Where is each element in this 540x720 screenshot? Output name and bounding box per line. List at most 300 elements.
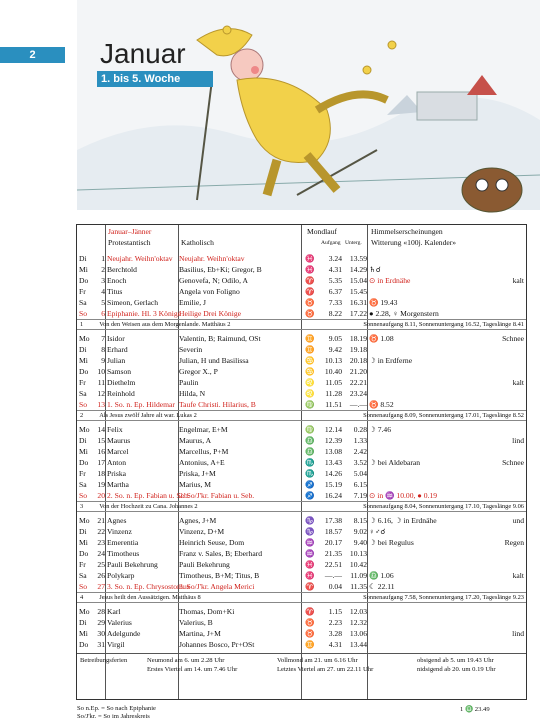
weekday: Do <box>79 367 89 376</box>
week-number: 2 <box>80 412 84 419</box>
day-number: 12 <box>97 389 105 398</box>
protestant-name: 3. So. n. Ep. Chrysostomus <box>107 582 190 591</box>
day-row <box>77 457 526 468</box>
day-number: 13 <box>97 400 105 409</box>
moon-set: 23.24 <box>349 389 367 398</box>
protestant-name: Adelgunde <box>107 629 141 638</box>
moon-rise: 13.43 <box>324 458 342 467</box>
day-date <box>79 366 105 377</box>
zodiac-icon: ♈ <box>305 582 315 591</box>
day-row <box>77 435 526 446</box>
day-number: 18 <box>97 469 105 478</box>
zodiac-icon: ♐ <box>305 480 315 489</box>
day-date <box>79 424 105 435</box>
day-date <box>79 446 105 457</box>
day-number: 6 <box>101 309 105 318</box>
moon-set: 3.52 <box>353 458 367 467</box>
protestant-name: Priska <box>107 469 126 478</box>
moon-rise: 16.24 <box>324 491 342 500</box>
day-date <box>79 308 105 319</box>
protestant-name: Maurus <box>107 436 131 445</box>
header-weather: Witterung «100j. Kalender» <box>371 238 457 247</box>
protestant-name: Agnes <box>107 516 127 525</box>
day-row <box>77 526 526 537</box>
day-row <box>77 628 526 639</box>
day-number: 30 <box>97 629 105 638</box>
weekday: So <box>79 582 88 591</box>
sky-event: ♄☌ <box>369 265 381 274</box>
moon-set: 9.02 <box>353 527 367 536</box>
page-subtitle: 1. bis 5. Woche <box>97 71 213 87</box>
moon-set: 5.04 <box>353 469 367 478</box>
weekday: Fr <box>79 287 86 296</box>
protestant-name: Julian <box>107 356 126 365</box>
weather: kalt <box>512 571 524 580</box>
week-verse <box>80 320 230 329</box>
weekday: Fr <box>79 469 86 478</box>
day-row <box>77 570 526 581</box>
protestant-name: Anton <box>107 458 126 467</box>
zodiac-icon: ♐ <box>305 491 315 500</box>
moon-rise: 18.57 <box>324 527 342 536</box>
sun-times: Sonnenaufgang 8.09, Sonnenuntergang 17.01, Tageslänge 8.52 <box>363 412 524 419</box>
day-date <box>79 388 105 399</box>
footer-descending: nidsigend ab 20. um 0.19 Uhr <box>417 666 496 673</box>
day-row <box>77 548 526 559</box>
protestant-name: Pauli Bekehrung <box>107 560 158 569</box>
day-date <box>79 581 105 592</box>
day-date <box>79 526 105 537</box>
zodiac-icon: ♉ <box>305 629 315 638</box>
catholic-name: Hilda, N <box>179 389 206 398</box>
day-number: 4 <box>101 287 105 296</box>
sky-event: ♉ 8.52 <box>369 400 394 409</box>
zodiac-icon: ♏ <box>305 469 315 478</box>
weekday: Di <box>79 436 87 445</box>
weekday: Fr <box>79 378 86 387</box>
weather: kalt <box>512 378 524 387</box>
moon-set: 15.04 <box>349 276 367 285</box>
catholic-name: Maurus, A <box>179 436 212 445</box>
sun-times: Sonnenaufgang 8.11, Sonnenuntergang 16.52, Tageslänge 8.41 <box>363 321 524 328</box>
protestant-name: Martha <box>107 480 129 489</box>
week-footer <box>77 410 526 421</box>
moon-rise: 14.26 <box>324 469 342 478</box>
zodiac-icon: ♓ <box>305 254 315 263</box>
day-number: 23 <box>97 538 105 547</box>
day-date <box>79 286 105 297</box>
catholic-name: Valentin, B; Raimund, OSt <box>179 334 261 343</box>
catholic-name: Neujahr. Weihn'oktav <box>179 254 245 263</box>
day-date <box>79 264 105 275</box>
weekday: Sa <box>79 571 87 580</box>
weekday: Mo <box>79 607 90 616</box>
moon-rise: 3.24 <box>328 254 342 263</box>
header-protestant: Protestantisch <box>108 238 151 247</box>
week-footer <box>77 501 526 512</box>
day-number: 17 <box>97 458 105 467</box>
weekday: Sa <box>79 298 87 307</box>
weekday: Mi <box>79 447 88 456</box>
moon-rise: 5.35 <box>328 276 342 285</box>
protestant-name: Felix <box>107 425 123 434</box>
day-date <box>79 344 105 355</box>
weekday: Mi <box>79 629 88 638</box>
catholic-name: 2. So/J'kr. Fabian u. Seb. <box>179 491 255 500</box>
day-number: 15 <box>97 436 105 445</box>
weekday: Mi <box>79 538 88 547</box>
day-row <box>77 253 526 264</box>
sky-event: ☽ bei Regulus <box>369 538 414 547</box>
moon-set: 10.13 <box>349 549 367 558</box>
hero-illustration <box>77 0 540 210</box>
weather: Schnee <box>502 458 524 467</box>
day-date <box>79 457 105 468</box>
day-row <box>77 446 526 457</box>
weekday: So <box>79 309 88 318</box>
day-row <box>77 639 526 650</box>
catholic-name: Genovefa, N; Odilo, A <box>179 276 248 285</box>
day-date <box>79 628 105 639</box>
day-date <box>79 355 105 366</box>
weather: und <box>512 516 524 525</box>
footer-first-quarter: Erstes Viertel am 14. um 7.46 Uhr <box>147 666 238 673</box>
day-number: 22 <box>97 527 105 536</box>
zodiac-icon: ♈ <box>305 607 315 616</box>
zodiac-icon: ♏ <box>305 458 315 467</box>
day-number: 2 <box>101 265 105 274</box>
day-row <box>77 479 526 490</box>
zodiac-icon: ♌ <box>305 378 315 387</box>
sky-event: ● 2.28, ♀ Morgenstern <box>369 309 439 318</box>
catholic-name: Julian, H und Basilissa <box>179 356 249 365</box>
protestant-name: Erhard <box>107 345 128 354</box>
weather: Regen <box>504 538 524 547</box>
verse-text: Jesus heilt den Aussätzigen. Matthäus 8 <box>99 594 201 601</box>
page-number: 2 <box>0 47 65 63</box>
protestant-name: 1. So. n. Ep. Hildemar <box>107 400 175 409</box>
day-date <box>79 468 105 479</box>
moon-set: 21.20 <box>349 367 367 376</box>
catholic-name: Thomas, Dom+Ki <box>179 607 235 616</box>
verse-text: Von den Weisen aus dem Morgenlande. Matthäus 2 <box>99 321 231 328</box>
footer-node-note: 1 ♎ 23.49 <box>460 706 490 713</box>
day-date <box>79 435 105 446</box>
catholic-name: Taufe Christi. Hilarius, B <box>179 400 256 409</box>
protestant-name: Karl <box>107 607 121 616</box>
moon-set: 13.59 <box>349 254 367 263</box>
legend-jahreskreis: So/J'kr. = So im Jahreskreis <box>77 713 150 720</box>
week-footer <box>77 319 526 330</box>
weather: kalt <box>512 276 524 285</box>
protestant-name: Simeon, Gerlach <box>107 298 159 307</box>
weekday: Di <box>79 254 87 263</box>
day-date <box>79 253 105 264</box>
day-date <box>79 515 105 526</box>
day-date <box>79 570 105 581</box>
protestant-name: Vinzenz <box>107 527 132 536</box>
moon-set: 20.18 <box>349 356 367 365</box>
week-verse <box>80 502 198 511</box>
catholic-name: Johannes Bosco, Pr+OSt <box>179 640 255 649</box>
day-number: 1 <box>101 254 105 263</box>
weather: Schnee <box>502 334 524 343</box>
sky-event: ♀♂☌ <box>369 527 386 536</box>
moon-set: —.— <box>349 400 367 409</box>
moon-set: 22.21 <box>349 378 367 387</box>
day-row <box>77 366 526 377</box>
moon-rise: 21.35 <box>324 549 342 558</box>
catholic-name: Priska, J+M <box>179 469 216 478</box>
catholic-name: Heinrich Seuse, Dom <box>179 538 245 547</box>
moon-rise: 11.28 <box>325 389 342 398</box>
week-number: 4 <box>80 594 84 601</box>
day-date <box>79 548 105 559</box>
moon-set: 15.45 <box>349 287 367 296</box>
jester-illustration <box>77 0 540 210</box>
sun-times: Sonnenaufgang 7.58, Sonnenuntergang 17.20, Tageslänge 9.23 <box>363 594 524 601</box>
day-row <box>77 606 526 617</box>
day-number: 31 <box>97 640 105 649</box>
zodiac-icon: ♊ <box>305 345 315 354</box>
catholic-name: Timotheus, B+M; Titus, B <box>179 571 260 580</box>
catholic-name: Angela von Foligno <box>179 287 240 296</box>
day-number: 9 <box>101 356 105 365</box>
zodiac-icon: ♎ <box>305 447 315 456</box>
day-date <box>79 639 105 650</box>
protestant-name: Neujahr. Weihn'oktav <box>107 254 173 263</box>
week-verse <box>80 411 197 420</box>
day-date <box>79 377 105 388</box>
protestant-name: Timotheus <box>107 549 140 558</box>
day-date <box>79 617 105 628</box>
moon-set: 11.09 <box>350 571 367 580</box>
moon-set: 8.15 <box>353 516 367 525</box>
sky-event: ☽ in Erdferne <box>369 356 413 365</box>
catholic-name: Antonius, A+E <box>179 458 225 467</box>
day-row <box>77 537 526 548</box>
day-row <box>77 297 526 308</box>
day-number: 24 <box>97 549 105 558</box>
sky-event: ♉ 19.43 <box>369 298 398 307</box>
weekday: Mi <box>79 265 88 274</box>
day-number: 27 <box>97 582 105 591</box>
moon-set: 19.18 <box>349 345 367 354</box>
moon-rise: —.— <box>324 571 342 580</box>
protestant-name: Polykarp <box>107 571 135 580</box>
weekday: So <box>79 491 88 500</box>
weekday: Mi <box>79 356 88 365</box>
day-number: 25 <box>97 560 105 569</box>
day-date <box>79 606 105 617</box>
footer-ascending: obsigend ab 5. um 19.43 Uhr <box>417 657 494 664</box>
day-number: 8 <box>101 345 105 354</box>
weekday: Do <box>79 549 89 558</box>
header-month: Januar–Jänner <box>108 227 152 236</box>
zodiac-icon: ♉ <box>305 298 315 307</box>
day-row <box>77 515 526 526</box>
catholic-name: Heilige Drei Könige <box>179 309 241 318</box>
day-row <box>77 264 526 275</box>
day-row <box>77 388 526 399</box>
catholic-name: Franz v. Sales, B; Eberhard <box>179 549 263 558</box>
catholic-name: Valerius, B <box>179 618 213 627</box>
zodiac-icon: ♍ <box>305 400 315 409</box>
catholic-name: Paulin <box>179 378 199 387</box>
day-date <box>79 479 105 490</box>
week-number: 1 <box>80 321 84 328</box>
day-row <box>77 424 526 435</box>
divider <box>77 653 526 654</box>
zodiac-icon: ♒ <box>305 549 315 558</box>
protestant-name: Marcel <box>107 447 129 456</box>
zodiac-icon: ♊ <box>305 640 315 649</box>
sky-event: ♉ 1.08 <box>369 334 394 343</box>
sky-event: ☾ 22.11 <box>369 582 395 591</box>
sky-event: ♎ 1.06 <box>369 571 394 580</box>
week-verse <box>80 593 201 602</box>
moon-set: 13.44 <box>349 640 367 649</box>
weekday: Di <box>79 618 87 627</box>
day-row <box>77 286 526 297</box>
footer-new-moon: Neumond am 6. um 2.28 Uhr <box>147 657 225 664</box>
day-row <box>77 399 526 410</box>
sun-times: Sonnenaufgang 8.04, Sonnenuntergang 17.10, Tageslänge 9.06 <box>363 503 524 510</box>
day-date <box>79 333 105 344</box>
weekday: Di <box>79 345 87 354</box>
zodiac-icon: ♋ <box>305 356 315 365</box>
day-row <box>77 355 526 366</box>
header-catholic: Katholisch <box>181 238 214 247</box>
moon-set: 18.19 <box>349 334 367 343</box>
legend-epiphany: So n.Ep. = So nach Epiphanie <box>77 705 156 712</box>
zodiac-icon: ♑ <box>305 516 315 525</box>
protestant-name: Reinhold <box>107 389 135 398</box>
zodiac-icon: ♓ <box>305 265 315 274</box>
moon-rise: 11.05 <box>325 378 342 387</box>
protestant-name: Emerentia <box>107 538 139 547</box>
sky-event: ☽ 7.46 <box>369 425 391 434</box>
moon-rise: 15.19 <box>324 480 342 489</box>
catholic-name: Agnes, J+M <box>179 516 217 525</box>
sky-event: ⊙ in ♒ 10.00, ● 0.19 <box>369 491 438 500</box>
weekday: Sa <box>79 480 87 489</box>
moon-rise: 11.51 <box>325 400 342 409</box>
week-number: 3 <box>80 503 84 510</box>
day-row <box>77 377 526 388</box>
weekday: Di <box>79 527 87 536</box>
moon-rise: 9.42 <box>328 345 342 354</box>
header-set: Unterg. <box>345 240 362 246</box>
catholic-name: 3. So/J'kr. Angela Merici <box>179 582 255 591</box>
protestant-name: Diethelm <box>107 378 136 387</box>
day-number: 29 <box>97 618 105 627</box>
moon-rise: 10.40 <box>324 367 342 376</box>
sky-event: ☽ 6.16, ☽ in Erdnähe <box>369 516 437 525</box>
protestant-name: 2. So. n. Ep. Fabian u. Seb. <box>107 491 190 500</box>
day-row <box>77 344 526 355</box>
moon-rise: 4.31 <box>328 265 342 274</box>
moon-rise: 1.15 <box>328 607 342 616</box>
zodiac-icon: ♓ <box>305 560 315 569</box>
zodiac-icon: ♋ <box>305 367 315 376</box>
sky-event: ☽ bei Aldebaran <box>369 458 421 467</box>
moon-rise: 9.05 <box>328 334 342 343</box>
weekday: So <box>79 400 88 409</box>
moon-rise: 7.33 <box>328 298 342 307</box>
moon-rise: 17.38 <box>324 516 342 525</box>
moon-set: 11.35 <box>350 582 367 591</box>
moon-rise: 8.22 <box>328 309 342 318</box>
weekday: Mo <box>79 425 90 434</box>
protestant-name: Berchtold <box>107 265 137 274</box>
day-date <box>79 297 105 308</box>
day-date <box>79 559 105 570</box>
protestant-name: Epiphanie. Hl. 3 Könige <box>107 309 182 318</box>
day-number: 3 <box>101 276 105 285</box>
moon-rise: 13.08 <box>324 447 342 456</box>
zodiac-icon: ♉ <box>305 309 315 318</box>
day-date <box>79 537 105 548</box>
moon-set: 9.40 <box>353 538 367 547</box>
zodiac-icon: ♑ <box>305 527 315 536</box>
protestant-name: Samson <box>107 367 132 376</box>
zodiac-icon: ♉ <box>305 618 315 627</box>
day-number: 11 <box>97 378 105 387</box>
footer-last-quarter: Letztes Viertel am 27. um 22.11 Uhr <box>277 666 374 673</box>
moon-set: 12.03 <box>349 607 367 616</box>
day-number: 26 <box>97 571 105 580</box>
day-number: 21 <box>97 516 105 525</box>
day-number: 20 <box>97 491 105 500</box>
moon-rise: 20.17 <box>324 538 342 547</box>
weather: lind <box>512 629 524 638</box>
weekday: Do <box>79 276 89 285</box>
weekday: Do <box>79 458 89 467</box>
zodiac-icon: ♌ <box>305 389 315 398</box>
weekday: Fr <box>79 560 86 569</box>
moon-set: 13.06 <box>349 629 367 638</box>
moon-set: 17.22 <box>349 309 367 318</box>
moon-set: 10.42 <box>349 560 367 569</box>
moon-rise: 0.04 <box>328 582 342 591</box>
zodiac-icon: ♍ <box>305 425 315 434</box>
day-row <box>77 581 526 592</box>
footer-full-moon: Vollmond am 21. um 6.16 Uhr <box>277 657 358 664</box>
weekday: Do <box>79 640 89 649</box>
header-sky: Himmelserscheinungen <box>371 227 443 236</box>
day-number: 28 <box>97 607 105 616</box>
verse-text: Von der Hochzeit zu Cana. Johannes 2 <box>99 503 198 510</box>
zodiac-icon: ♓ <box>305 571 315 580</box>
catholic-name: Marcellus, P+M <box>179 447 229 456</box>
day-row <box>77 490 526 501</box>
zodiac-icon: ♈ <box>305 276 315 285</box>
day-number: 14 <box>97 425 105 434</box>
catholic-name: Marius, M <box>179 480 212 489</box>
zodiac-icon: ♊ <box>305 334 315 343</box>
moon-set: 6.15 <box>353 480 367 489</box>
week-footer <box>77 592 526 603</box>
protestant-name: Titus <box>107 287 123 296</box>
day-row <box>77 308 526 319</box>
catholic-name: Basilius, Eb+Ki; Gregor, B <box>179 265 262 274</box>
catholic-name: Severin <box>179 345 203 354</box>
day-date <box>79 399 105 410</box>
day-row <box>77 468 526 479</box>
day-date <box>79 490 105 501</box>
day-number: 10 <box>97 367 105 376</box>
